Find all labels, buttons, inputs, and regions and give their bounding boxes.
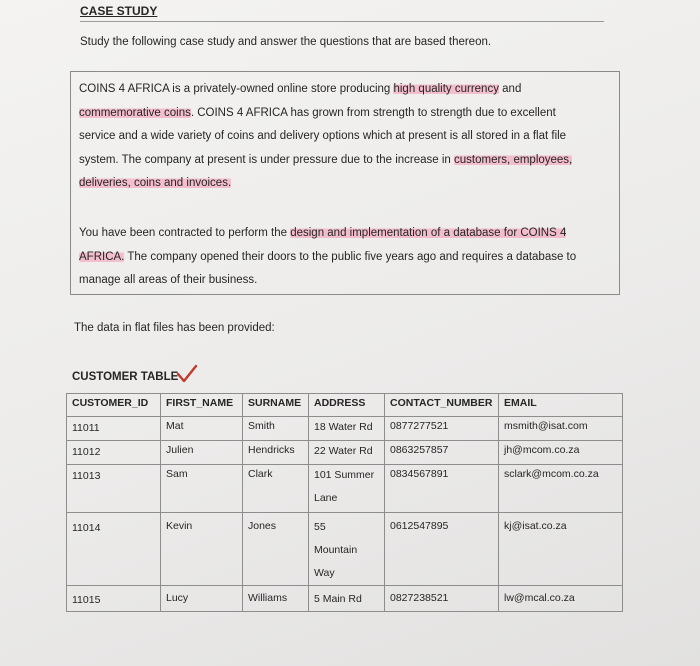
case-study-box: [70, 71, 620, 295]
cell-surname: Smith: [243, 417, 309, 441]
table-row: [67, 417, 623, 441]
flat-files-intro: The data in flat files has been provided:: [74, 322, 275, 334]
cell-address: [309, 513, 385, 586]
cell-surname: Clark: [243, 465, 309, 513]
text-segment: The company opened their doors to the public five years ago and requires a database to: [124, 250, 577, 263]
column-header: SURNAME: [243, 394, 309, 417]
address-line: Mountain: [314, 544, 358, 556]
case-paragraph-1: [79, 78, 614, 196]
paragraph-line: [79, 149, 614, 173]
cell-id: 11011: [67, 417, 161, 441]
cell-email: sclark@mcom.co.za: [499, 465, 623, 513]
table-row: [67, 441, 623, 465]
column-header: ADDRESS: [309, 394, 385, 417]
checkmark-icon: [176, 364, 198, 384]
text-segment: and: [498, 83, 522, 95]
text-segment: system. The company at present is under pressure due to the increase in: [79, 153, 455, 166]
cell-email: msmith@isat.com: [499, 417, 623, 441]
cell-id: 11014: [67, 513, 161, 586]
text-segment: You have been contracted to perform the: [79, 227, 291, 239]
cell-email: jh@mcom.co.za: [499, 441, 623, 465]
cell-email: kj@isat.co.za: [499, 513, 623, 586]
cell-address: [309, 441, 385, 465]
highlighted-text: customers, employees,: [454, 153, 573, 166]
table-row: [67, 465, 623, 513]
table-title: CUSTOMER TABLE: [72, 371, 179, 383]
cell-address: [309, 465, 385, 513]
paragraph-line: [79, 222, 614, 246]
heading-rule: [80, 21, 604, 22]
cell-surname: Williams: [243, 586, 309, 612]
paragraph-line: [79, 102, 614, 126]
highlighted-text: design and implementation of a database for COINS 4: [290, 227, 567, 239]
cell-first: Kevin: [161, 513, 243, 586]
cell-first: Julien: [161, 441, 243, 465]
cell-contact: 0827238521: [385, 586, 499, 612]
cell-contact: 0834567891: [385, 465, 499, 513]
address-line: 18 Water Rd: [314, 421, 373, 433]
cell-first: Mat: [161, 417, 243, 441]
cell-contact: 0877277521: [385, 417, 499, 441]
cell-surname: Jones: [243, 513, 309, 586]
cell-address: [309, 417, 385, 441]
highlighted-text: high quality currency: [393, 83, 499, 95]
address-line: 101 Summer: [314, 469, 375, 481]
address-line: Way: [314, 567, 335, 579]
highlighted-text: commemorative coins: [79, 106, 191, 119]
address-line: Lane: [314, 492, 338, 504]
text-segment: service and a wide variety of coins and delivery options which at present is all stored in a flat file: [79, 130, 567, 142]
paragraph-line: [79, 269, 614, 293]
cell-id: 11012: [67, 441, 161, 465]
customer-table: [66, 393, 623, 612]
column-header: EMAIL: [499, 394, 623, 417]
address-line: 22 Water Rd: [314, 445, 373, 457]
column-header: CUSTOMER_ID: [67, 394, 161, 417]
column-header: FIRST_NAME: [161, 394, 243, 417]
address-line: 5 Main Rd: [314, 593, 362, 605]
text-segment: COINS 4 AFRICA is a privately-owned online store producing: [79, 83, 394, 95]
column-header: CONTACT_NUMBER: [385, 394, 499, 417]
table-header-row: [67, 394, 623, 417]
case-paragraph-2: [79, 222, 614, 293]
paragraph-line: [79, 125, 614, 149]
cell-contact: 0863257857: [385, 441, 499, 465]
text-segment: manage all areas of their business.: [79, 274, 258, 286]
highlighted-text: AFRICA.: [79, 250, 125, 263]
cell-id: 11015: [67, 586, 161, 612]
cell-id: 11013: [67, 465, 161, 513]
text-segment: . COINS 4 AFRICA has grown from strength to strength due to excellent: [190, 106, 556, 119]
paragraph-line: [79, 172, 614, 196]
cell-contact: 0612547895: [385, 513, 499, 586]
paragraph-line: [79, 78, 614, 102]
cell-first: Lucy: [161, 586, 243, 612]
case-study-heading: CASE STUDY: [80, 4, 158, 18]
instruction-text: Study the following case study and answer the questions that are based thereon.: [80, 36, 492, 48]
cell-first: Sam: [161, 465, 243, 513]
highlighted-text: deliveries, coins and invoices.: [79, 177, 232, 189]
table-row: [67, 513, 623, 586]
paragraph-line: [79, 246, 614, 270]
address-line: 55: [314, 521, 326, 533]
cell-surname: Hendricks: [243, 441, 309, 465]
cell-email: lw@mcal.co.za: [499, 586, 623, 612]
cell-address: [309, 586, 385, 612]
table-row: [67, 586, 623, 612]
